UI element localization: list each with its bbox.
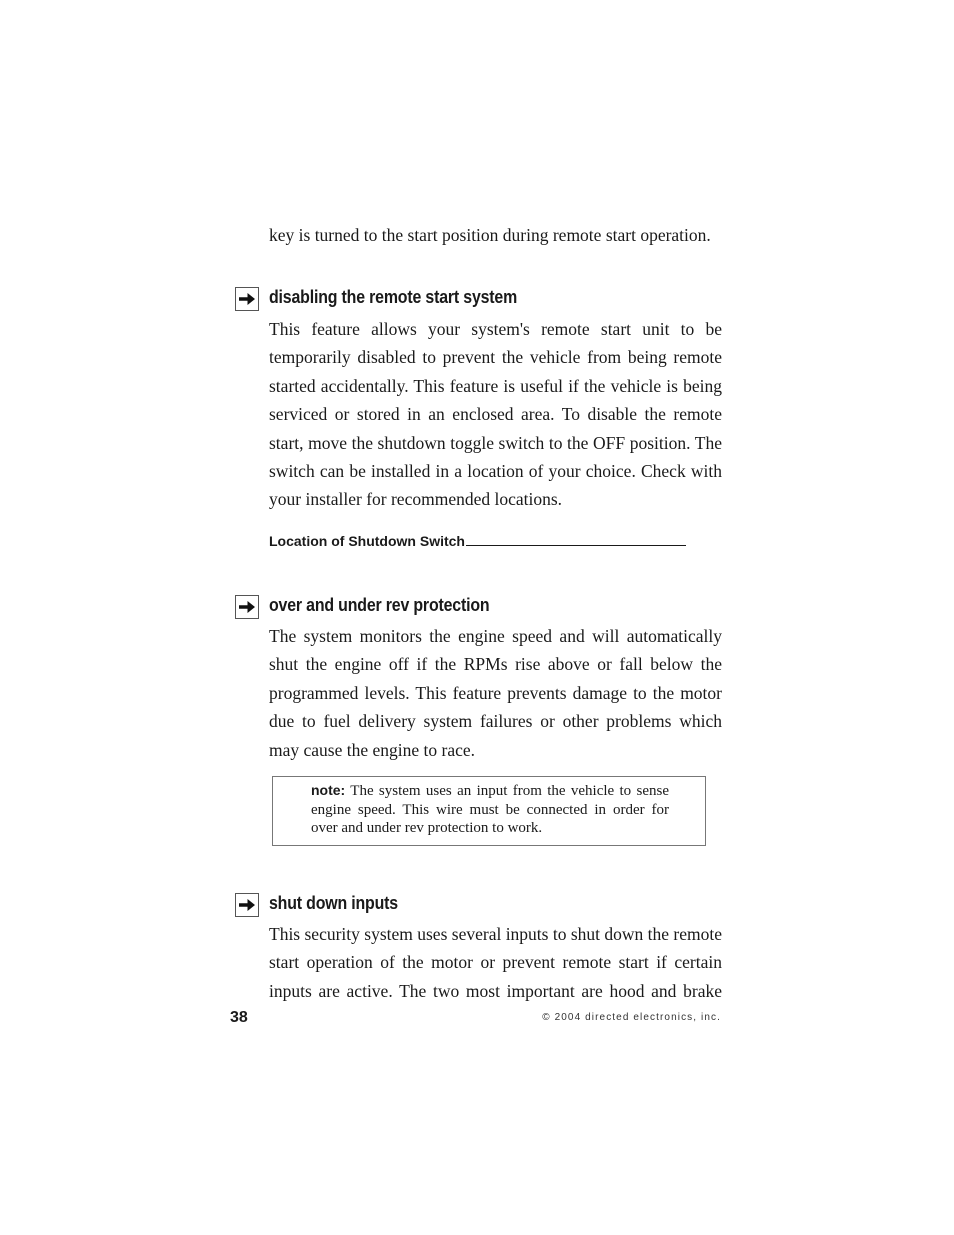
page-number: 38: [230, 1009, 248, 1026]
location-field: [269, 533, 686, 549]
location-blank-line: [466, 533, 686, 546]
copyright-notice: © 2004 directed electronics, inc.: [542, 1012, 721, 1023]
note-label: note:: [311, 782, 346, 798]
location-label: Location of Shutdown Switch: [269, 533, 465, 549]
right-arrow-icon: [235, 595, 259, 619]
right-arrow-icon: [235, 893, 259, 917]
section-heading-disabling: disabling the remote start system: [269, 286, 518, 307]
section-heading-shut-down-inputs: shut down inputs: [269, 892, 398, 913]
note-text: The system uses an input from the vehicle to sense engine speed. This wire must be connected in order for over and under rev protection to work.: [311, 783, 669, 836]
note-content: [311, 781, 669, 838]
section-heading-rev-protection: over and under rev protection: [269, 594, 490, 615]
section-body-disabling: This feature allows your system's remote start unit to be temporarily disabled to prevent the vehicle from being remote started accidentally. This feature is useful if the vehicle is being serviced or stored in an enclosed area. To disable the remote start, move the shutdown toggle switch to the OFF position. The switch can be installed in a location of your choice. Check with your installer for recommended locations.: [269, 319, 722, 510]
right-arrow-icon: [235, 287, 259, 311]
note-box: [272, 776, 706, 846]
intro-paragraph: key is turned to the start position during remote start operation.: [269, 225, 711, 245]
section-body-rev-protection: The system monitors the engine speed and will automatically shut the engine off if the RPMs rise above or fall below the programmed levels. This feature prevents damage to the motor due to fuel delivery system failures or other problems which may cause the engine to race.: [269, 626, 722, 760]
section-body-shut-down-inputs: This security system uses several inputs to shut down the remote start operation of the motor or prevent remote start if certain inputs are active. The two most important are hood and brake: [269, 924, 722, 1001]
